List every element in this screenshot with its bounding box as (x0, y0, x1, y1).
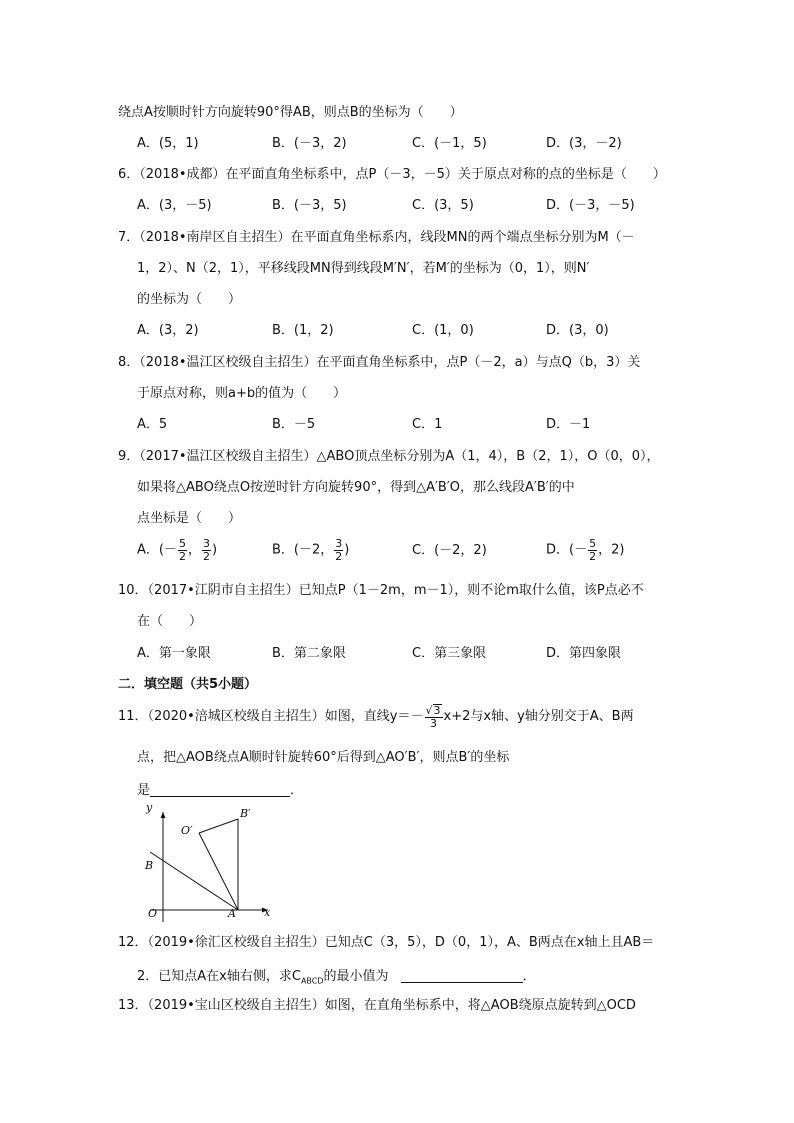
q9-option-b-fraction-denominator: 2 (335, 549, 343, 563)
segment-o-prime-b-prime (199, 819, 238, 833)
q5-stem: 绕点A按顺时针方向旋转90°得AB，则点B的坐标为（ ） (118, 105, 463, 120)
q9-option-b-fraction-numerator: 3 (335, 537, 343, 550)
q8-option-d: D．－1 (546, 417, 591, 432)
q8-line-2: 于原点对称，则a+b的值为（ ） (137, 386, 347, 401)
q9-option-a-prefix: A．(－ (137, 542, 177, 558)
q9-line-3: 点坐标是（ ） (137, 511, 242, 526)
q9-option-d-fraction (588, 538, 597, 562)
label-b: B (145, 859, 154, 872)
q8-option-b: B．－5 (272, 417, 316, 432)
q9-option-d (546, 538, 624, 562)
q11-sqrt-radicand: 3 (433, 704, 441, 717)
q11-slope-numerator: √3 (425, 704, 441, 717)
label-a: A (228, 907, 236, 920)
q12-subscript: ABCD (300, 976, 324, 986)
segment-ao-prime (199, 833, 238, 910)
q9-option-a-suffix: ) (211, 542, 218, 558)
q9-option-a-fraction-1-numerator: 5 (178, 537, 186, 550)
q8-option-c: C．1 (412, 417, 443, 432)
q11-line-2: 点，把△AOB绕点A顺时针旋转60°后得到△AO′B′，则点B′的坐标 (137, 750, 510, 765)
q10-option-c: C．第三象限 (412, 646, 487, 661)
q12-answer-blank[interactable] (401, 968, 523, 983)
q9-option-b-prefix: B．(－2， (272, 542, 334, 558)
q7-option-d: D．(3，0) (546, 323, 609, 338)
q10-option-d: D．第四象限 (546, 646, 622, 661)
q11-slope-fraction (425, 704, 443, 729)
y-axis-arrow (161, 812, 166, 818)
q9-option-a-fraction-2-numerator: 3 (202, 537, 210, 550)
q12-line-2-end: ． (522, 969, 536, 984)
q7-option-a: A．(3，2) (137, 323, 199, 338)
q9-option-a (137, 538, 217, 562)
q7-options (0, 324, 794, 344)
q11-line-1-end: x+2与x轴、y轴分别交于A、B两 (443, 709, 634, 725)
q11-figure (128, 800, 278, 925)
q7-line-1: 7．（2018•南岸区自主招生）在平面直角坐标系内，线段MN的两个端点坐标分别为M（－ (118, 230, 635, 245)
label-o-prime: O′ (181, 824, 193, 837)
q7-option-b: B．(1，2) (272, 323, 334, 338)
q9-option-b-fraction (334, 538, 343, 562)
q9-option-a-separator: ， (187, 542, 201, 558)
q9-option-d-prefix: D．(－ (546, 542, 588, 558)
q9-option-a-fraction-2 (202, 538, 211, 562)
label-o: O (148, 907, 158, 920)
q5-option-a: A．(5，1) (137, 136, 199, 151)
label-x: x (264, 906, 271, 919)
q11-line-3-end: ． (290, 783, 304, 798)
q10-option-b: B．第二象限 (272, 646, 346, 661)
q12-line-2-text-b: 的最小值为 (323, 969, 389, 984)
q9-line-1: 9．（2017•温江区校级自主招生）△ABO顶点坐标分别为A（1，4），B（2，1），O（0，0）， (118, 449, 660, 464)
q9-option-b-suffix: ) (344, 542, 350, 558)
q8-line-1: 8．（2018•温江区校级自主招生）在平面直角坐标系中，点P（－2，a）与点Q（b，3）关 (118, 355, 641, 370)
q5-option-b: B．(－3，2) (272, 136, 347, 151)
q10-option-a: A．第一象限 (137, 646, 211, 661)
q13-line-1: 13．（2019•宝山区校级自主招生）如图，在直角坐标系中，将△AOB绕原点旋转到△OCD (118, 998, 636, 1013)
q7-line-3: 的坐标为（ ） (137, 292, 242, 307)
q9-option-d-fraction-numerator: 5 (589, 537, 597, 550)
q11-slope-denominator: 3 (430, 716, 437, 730)
q9-option-a-fraction-1-denominator: 2 (178, 549, 186, 563)
q9-option-c: C．(－2，2) (412, 543, 487, 558)
q9-option-d-suffix: ，2) (598, 542, 625, 558)
q10-options (0, 647, 794, 667)
q10-line-2: 在（ ） (137, 614, 203, 629)
q7-option-c: C．(1，0) (412, 323, 474, 338)
q9-line-2: 如果将△ABO绕点O按逆时针方向旋转90°，得到△A′B′O，那么线段A′B′的中 (137, 480, 575, 495)
q5-option-c: C．(－1，5) (412, 136, 487, 151)
q9-option-d-fraction-denominator: 2 (589, 549, 597, 563)
q9-option-a-fraction-1 (178, 538, 187, 562)
label-b-prime: B′ (240, 807, 251, 820)
q12-line-2 (137, 968, 536, 986)
q6-option-d: D．(－3，－5) (546, 198, 635, 213)
q10-line-1: 10．（2017•江阴市自主招生）已知点P（1－2m，m－1），则不论m取什么值，该P点必不 (118, 583, 644, 598)
q11-line-1-start: 11．（2020•涪城区校级自主招生）如图，直线y＝－ (118, 709, 424, 725)
q6-option-b: B．(－3，5) (272, 198, 347, 213)
q9-option-a-fraction-2-denominator: 2 (202, 549, 210, 563)
q6-stem: 6．（2018•成都）在平面直角坐标系中，点P（－3，－5）关于原点对称的点的坐标是（ ） (118, 167, 666, 182)
q6-option-a: A．(3，－5) (137, 198, 212, 213)
q8-option-a: A．5 (137, 417, 168, 432)
q6-option-c: C．(3，5) (412, 198, 474, 213)
q9-options (0, 538, 794, 566)
label-y: y (146, 801, 153, 814)
q6-options (0, 199, 794, 219)
q5-option-d: D．(3，－2) (546, 136, 622, 151)
q12-line-2-text: 2．已知点A在x轴右侧，求C (137, 969, 301, 984)
q9-option-b (272, 538, 349, 562)
q11-line-1 (118, 704, 634, 732)
q11-answer-blank[interactable] (150, 782, 290, 797)
q5-options (0, 137, 794, 157)
q11-line-3 (137, 782, 303, 797)
section-heading-fill-in: 二．填空题（共5小题） (118, 677, 258, 692)
q11-line-3-text: 是 (137, 783, 151, 798)
q12-line-1: 12．（2019•徐汇区校级自主招生）已知点C（3，5），D（0，1），A、B两点在x轴上且AB＝ (118, 935, 655, 950)
q8-options (0, 418, 794, 438)
q7-line-2: 1，2）、N（2，1），平移线段MN得到线段M′N′，若M′的坐标为（0，1），则N′ (137, 261, 590, 276)
